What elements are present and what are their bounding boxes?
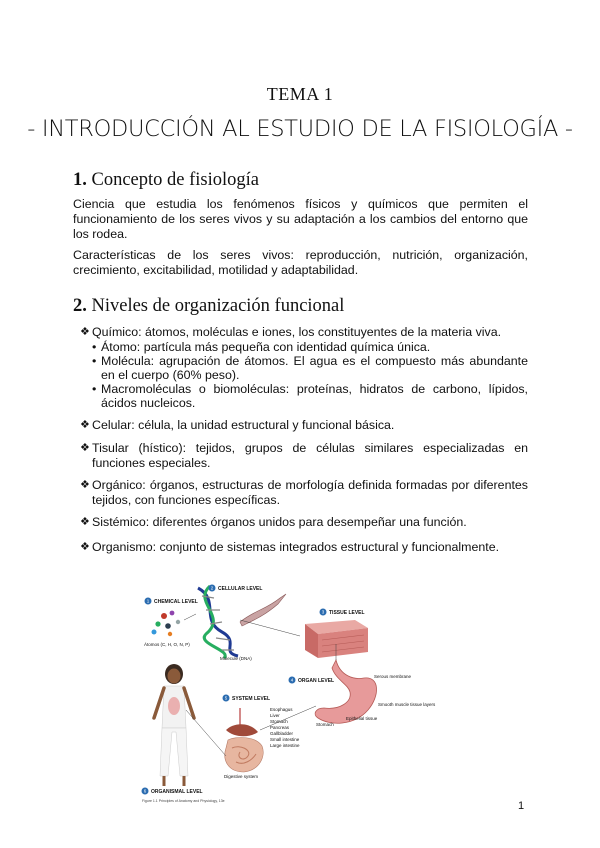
smooth-muscle-label: Smooth muscle tissue layers [378,702,436,707]
characteristics-paragraph: Características de los seres vivos: reproducción, nutrición, organización, crecimiento, excitabilidad, motilidad y adaptabilidad. [73,248,528,277]
page-number: 1 [518,800,525,812]
digestive-system-label: Digestive system [224,774,259,779]
digestive-system-icon [225,708,263,772]
level-number: 3 [321,609,325,615]
molecule-label: Molecule (DNA) [220,656,252,661]
section-2-title: Niveles de organización funcional [91,296,345,316]
bullet-icon: • [92,354,97,368]
girl-figure-icon [154,664,194,786]
large-intestine-label: Large intestine [270,743,300,748]
serous-membrane-label: Serous membrane [374,674,412,679]
gallbladder-label: Gallbladder [270,731,294,736]
sub-list-item: • Átomo: partícula más pequeña con identidad química única. [92,340,431,354]
list-item: ❖ Sistémico: diferentes órganos unidos para desempeñar una función. [80,515,467,529]
list-item: ❖ Orgánico: órganos, estructuras de morfología definida formadas por diferentes tejidos, con funciones específicas. [80,478,528,507]
section-2-heading [73,296,344,317]
organ-level-label: ORGAN LEVEL [298,678,335,684]
chemical-level-label: CHEMICAL LEVEL [154,599,198,605]
diamond-bullet-icon: ❖ [80,442,90,454]
diamond-bullet-icon: ❖ [80,541,90,553]
system-level-label: SYSTEM LEVEL [232,696,271,702]
list-item: ❖ Celular: célula, la unidad estructural y funcional básica. [80,418,395,432]
tissue-level-label: TISSUE LEVEL [329,610,365,616]
bullet-icon: • [92,382,97,396]
tissue-block-icon [305,620,368,658]
stomach-icon [315,660,376,723]
atoms-icon [152,611,181,637]
pancreas-label: Pancreas [270,725,290,730]
dna-icon [198,586,238,658]
topic-label: TEMA 1 [266,84,334,104]
level-number: 2 [210,585,214,591]
liver-label: Liver [270,713,280,718]
cellular-level-label: CELLULAR LEVEL [218,586,263,592]
page-title: - INTRODUCCIÓN AL ESTUDIO DE LA FISIOLOGÍA - [27,116,573,142]
diamond-bullet-icon: ❖ [80,326,90,338]
figure-caption: Figure 1.1 Principles of Anatomy and Physiology, 13e [142,799,225,803]
epithelial-tissue-label: Epithelial tissue [346,716,378,721]
organization-levels-figure [140,580,440,808]
organismal-level-label: ORGANISMAL LEVEL [151,789,203,795]
section-1-heading [73,170,259,191]
level-number: 4 [290,677,294,683]
level-number: 1 [146,598,150,604]
diamond-bullet-icon: ❖ [80,479,90,491]
list-item: ❖ Tisular (hístico): tejidos, grupos de células similares especializadas en funciones especiales. [80,441,528,470]
esophagus-label: Esophagus [270,707,293,712]
diamond-bullet-icon: ❖ [80,419,90,431]
level-number: 6 [143,788,147,794]
definition-paragraph: Ciencia que estudia los fenómenos físicos y químicos que permiten el funcionamiento de los seres vivos y su adaptación a los cambios del entorno que los rodea. [73,197,528,241]
bullet-icon: • [92,340,97,354]
list-item: ❖ Químico: átomos, moléculas e iones, los constituyentes de la materia viva. [80,325,502,339]
list-item: ❖ Organismo: conjunto de sistemas integrados estructural y funcionalmente. [80,540,500,554]
atoms-label: Átomos (C, H, O, N, P) [144,642,190,647]
section-1-number: 1. [73,170,87,190]
small-intestine-label: Small intestine [270,737,300,742]
diamond-bullet-icon: ❖ [80,516,90,528]
stomach-label: Stomach [316,722,334,727]
smooth-muscle-cell-icon [240,594,286,626]
section-1-title: Concepto de fisiología [91,170,259,190]
stomach-system-label: Stomach [270,719,288,724]
level-number: 5 [224,695,228,701]
section-2-number: 2. [73,296,87,316]
sub-list-item: • Molécula: agrupación de átomos. El agua es el compuesto más abundante en el cuerpo (60% peso). [92,354,528,382]
sub-list-item: • Macromoléculas o biomoléculas: proteínas, hidratos de carbono, lípidos, ácidos nucleicos. [92,382,528,410]
